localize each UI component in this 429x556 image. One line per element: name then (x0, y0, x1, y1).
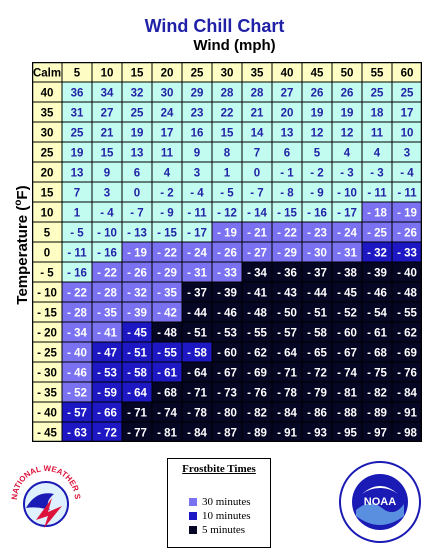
wind-chill-cell: 6 (133, 167, 141, 180)
wind-chill-cell: - 17 (337, 207, 357, 220)
frostbite-legend (167, 458, 271, 548)
chart-title: Wind Chill Chart (144, 16, 285, 36)
wind-chill-cell: - 46 (217, 307, 237, 320)
wind-chill-cell: 11 (160, 147, 174, 160)
wind-chill-cell: 9 (103, 167, 111, 180)
wind-chill-cell: - 10 (337, 187, 357, 200)
wind-chill-cell: - 82 (367, 387, 387, 400)
wind-chill-cell: 7 (73, 187, 81, 200)
wind-chill-cell: - 60 (337, 327, 357, 340)
wind-chill-cell: - 81 (337, 387, 357, 400)
wind-chill-cell: - 48 (247, 307, 267, 320)
wind-chill-cell: - 15 (277, 207, 297, 220)
wind-chill-cell: - 9 (160, 207, 174, 220)
corner-label: Calm (32, 67, 62, 80)
wind-chill-cell: 26 (310, 87, 324, 100)
wind-chill-cell: - 76 (397, 367, 417, 380)
wind-chill-cell: 21 (250, 107, 264, 120)
wind-chill-cell: - 71 (187, 387, 207, 400)
wind-chill-cell: - 84 (397, 387, 417, 400)
wind-chill-cell: - 21 (247, 227, 267, 240)
wind-header: 10 (100, 67, 114, 80)
wind-chill-cell: 26 (340, 87, 354, 100)
wind-chill-cell: 14 (250, 127, 264, 140)
wind-chill-cell: 25 (130, 107, 144, 120)
wind-chill-cell: - 81 (157, 427, 177, 440)
wind-header: 60 (400, 67, 414, 80)
wind-chill-cell: - 22 (97, 267, 117, 280)
wind-chill-cell: 24 (160, 107, 174, 120)
wind-chill-cell: 9 (193, 147, 201, 160)
wind-chill-cell: - 95 (337, 427, 357, 440)
wind-header: 40 (280, 67, 294, 80)
wind-chill-cell: - 55 (247, 327, 267, 340)
wind-chill-cell: - 53 (97, 367, 117, 380)
wind-chill-cell: - 39 (127, 307, 147, 320)
wind-chill-cell: - 86 (307, 407, 327, 420)
noaa-logo-text: NOAA (363, 496, 397, 508)
noaa-logo-icon (338, 458, 422, 546)
wind-chill-cell: - 61 (157, 367, 177, 380)
wind-chill-cell: 22 (220, 107, 234, 120)
swatch-30-minutes (189, 498, 197, 506)
wind-chill-cell: - 68 (367, 347, 387, 360)
wind-chill-cell: 25 (370, 87, 384, 100)
ylabel-main: Temperature ( (14, 205, 31, 305)
wind-chill-cell: 1 (73, 207, 81, 220)
wind-chill-cell: - 69 (397, 347, 417, 360)
wind-chill-cell: - 93 (307, 427, 327, 440)
wind-chill-cell: - 68 (157, 387, 177, 400)
wind-header: 50 (340, 67, 354, 80)
wind-chill-cell: - 72 (307, 367, 327, 380)
wind-chill-cell: - 16 (67, 267, 87, 280)
wind-chill-cell: - 22 (67, 287, 87, 300)
wind-chill-cell: 0 (133, 187, 141, 200)
temp-header: - 25 (37, 347, 57, 360)
wind-chill-cell: - 57 (277, 327, 297, 340)
wind-header: 25 (190, 67, 204, 80)
wind-chill-cell: 15 (100, 147, 114, 160)
wind-chill-cell: - 17 (187, 227, 207, 240)
wind-chill-cell: - 62 (247, 347, 267, 360)
wind-chill-cell: 32 (130, 87, 144, 100)
wind-chill-cell: - 13 (127, 227, 147, 240)
wind-chill-grid (32, 62, 422, 442)
wind-chill-cell: - 48 (157, 327, 177, 340)
wind-chill-cell: 0 (253, 167, 261, 180)
wind-chill-cell: - 54 (367, 307, 387, 320)
wind-chill-cell: 18 (370, 107, 384, 120)
wind-chill-cell: - 2 (160, 187, 174, 200)
wind-chill-cell: - 76 (247, 387, 267, 400)
wind-chill-cell: 31 (70, 107, 84, 120)
wind-chill-cell: - 74 (337, 367, 357, 380)
wind-chill-cell: 30 (160, 87, 174, 100)
nws-emblem (6, 458, 86, 548)
wind-chill-cell: - 64 (187, 367, 207, 380)
wind-chill-cell: - 30 (307, 247, 327, 260)
wind-chill-cell: - 33 (217, 267, 237, 280)
wind-chill-cell: 19 (70, 147, 84, 160)
wind-chill-cell: 17 (160, 127, 174, 140)
wind-chill-cell: 6 (283, 147, 291, 160)
wind-chill-cell: - 23 (307, 227, 327, 240)
wind-chill-cell: 12 (340, 127, 354, 140)
wind-chill-cell: - 58 (187, 347, 207, 360)
wind-chill-cell: 3 (103, 187, 111, 200)
wind-chill-cell: - 11 (397, 187, 417, 200)
wind-chill-cell: - 63 (67, 427, 87, 440)
wind-chill-cell: 5 (313, 147, 321, 160)
wind-header: 20 (160, 67, 174, 80)
wind-chill-cell: - 5 (220, 187, 234, 200)
temp-header: 25 (40, 147, 54, 160)
wind-chill-cell: - 71 (127, 407, 147, 420)
wind-chill-cell: - 28 (67, 307, 87, 320)
wind-chill-cell: - 8 (280, 187, 294, 200)
nws-logo-text: NATIONAL WEATHER S (9, 463, 83, 501)
wind-chill-cell: 28 (250, 87, 264, 100)
wind-chill-cell: - 19 (217, 227, 237, 240)
wind-chill-cell: - 57 (67, 407, 87, 420)
swatch-5-minutes (189, 526, 197, 534)
wind-chill-cell: - 25 (367, 227, 387, 240)
wind-chill-cell: - 34 (67, 327, 87, 340)
wind-header: 30 (220, 67, 234, 80)
temp-header: - 10 (37, 287, 57, 300)
wind-chill-cell: 16 (190, 127, 204, 140)
temp-header: 5 (43, 227, 51, 240)
wind-chill-cell: - 32 (127, 287, 147, 300)
temp-header: - 35 (37, 387, 57, 400)
wind-chill-cell: 34 (100, 87, 114, 100)
wind-chill-cell: - 31 (187, 267, 207, 280)
wind-chill-cell: - 26 (217, 247, 237, 260)
wind-chill-cell: 19 (310, 107, 324, 120)
wind-header: 55 (370, 67, 384, 80)
wind-chill-cell: 20 (280, 107, 294, 120)
wind-chill-cell: 8 (223, 147, 231, 160)
legend-item-30 (189, 496, 251, 508)
wind-chill-cell: 12 (310, 127, 324, 140)
temp-header: 10 (40, 207, 54, 220)
wind-chill-cell: - 91 (277, 427, 297, 440)
temp-header: - 15 (37, 307, 57, 320)
wind-chill-cell: - 32 (367, 247, 387, 260)
temperature-axis-label (13, 170, 33, 320)
wind-chill-cell: - 16 (307, 207, 327, 220)
wind-chill-cell: - 40 (67, 347, 87, 360)
wind-chill-cell: - 75 (367, 367, 387, 380)
wind-chill-cell: - 82 (247, 407, 267, 420)
temp-header: 15 (40, 187, 54, 200)
wind-chill-cell: - 60 (217, 347, 237, 360)
wind-chill-cell: 17 (400, 107, 414, 120)
wind-chill-cell: 11 (370, 127, 384, 140)
wind-chill-cell: - 65 (307, 347, 327, 360)
wind-chill-cell: 19 (130, 127, 144, 140)
wind-chill-cell: 4 (373, 147, 381, 160)
wind-chill-cell: - 5 (70, 227, 84, 240)
wind-chill-cell: 13 (280, 127, 294, 140)
wind-chill-cell: - 1 (280, 167, 294, 180)
wind-chill-cell: 27 (100, 107, 114, 120)
swatch-10-minutes (189, 512, 197, 520)
wind-chill-cell: 27 (280, 87, 294, 100)
wind-chill-cell: - 88 (337, 407, 357, 420)
wind-chill-cell: - 12 (217, 207, 237, 220)
wind-chill-cell: 7 (253, 147, 261, 160)
wind-chill-cell: - 31 (337, 247, 357, 260)
temp-header: - 45 (37, 427, 57, 440)
wind-chill-cell: - 97 (367, 427, 387, 440)
temp-header: 30 (40, 127, 54, 140)
wind-chill-cell: 10 (400, 127, 414, 140)
wind-chill-cell: 4 (343, 147, 351, 160)
wind-chill-cell: - 16 (97, 247, 117, 260)
ylabel-degree: o (13, 199, 24, 206)
wind-chill-cell: - 38 (337, 267, 357, 280)
wind-chill-cell: 13 (130, 147, 144, 160)
wind-chill-cell: - 98 (397, 427, 417, 440)
wind-chill-cell: - 66 (97, 407, 117, 420)
wind-chill-cell: - 27 (247, 247, 267, 260)
wind-chill-cell: - 44 (307, 287, 327, 300)
wind-chill-cell: - 58 (307, 327, 327, 340)
wind-chill-cell: - 33 (397, 247, 417, 260)
wind-header: 15 (130, 67, 144, 80)
wind-chill-cell: 13 (70, 167, 84, 180)
wind-chill-cell: - 45 (337, 287, 357, 300)
wind-chill-cell: - 22 (157, 247, 177, 260)
temp-header: 20 (40, 167, 54, 180)
wind-axis-label: Wind (mph) (193, 37, 276, 54)
temp-header: - 20 (37, 327, 57, 340)
wind-chill-cell: - 2 (310, 167, 324, 180)
wind-chill-cell: - 18 (367, 207, 387, 220)
wind-chill-cell: - 41 (97, 327, 117, 340)
wind-chill-cell: - 11 (187, 207, 207, 220)
wind-chill-cell: - 41 (247, 287, 267, 300)
wind-chill-cell: 25 (70, 127, 84, 140)
wind-chill-cell: - 24 (337, 227, 357, 240)
wind-chill-cell: - 35 (157, 287, 177, 300)
wind-chill-cell: 36 (70, 87, 84, 100)
wind-chill-cell: - 42 (157, 307, 177, 320)
legend-label-30: 30 minutes (202, 496, 251, 508)
wind-chill-cell: - 62 (397, 327, 417, 340)
wind-chill-cell: - 52 (67, 387, 87, 400)
wind-chill-table (32, 62, 422, 442)
wind-chill-cell: - 10 (97, 227, 117, 240)
wind-chill-cell: - 55 (397, 307, 417, 320)
wind-chill-cell: 15 (220, 127, 234, 140)
wind-chill-cell: - 78 (277, 387, 297, 400)
wind-chill-cell: - 4 (400, 167, 414, 180)
wind-chill-cell: - 28 (97, 287, 117, 300)
wind-chill-cell: - 47 (97, 347, 117, 360)
wind-chill-cell: - 89 (247, 427, 267, 440)
wind-chill-cell: - 3 (370, 167, 384, 180)
wind-chill-cell: - 84 (277, 407, 297, 420)
wind-chill-cell: 3 (403, 147, 411, 160)
temp-header: - 5 (40, 267, 54, 280)
wind-chill-cell: - 51 (187, 327, 207, 340)
wind-chill-cell: - 46 (67, 367, 87, 380)
wind-chill-cell: - 15 (157, 227, 177, 240)
wind-chill-cell: - 37 (307, 267, 327, 280)
wind-chill-cell: - 78 (187, 407, 207, 420)
wind-chill-cell: - 11 (67, 247, 87, 260)
wind-chill-cell: 21 (100, 127, 114, 140)
wind-chill-cell: - 84 (187, 427, 207, 440)
legend-title: Frostbite Times (182, 463, 256, 475)
wind-chill-cell: - 71 (277, 367, 297, 380)
wind-chill-cell: - 64 (127, 387, 147, 400)
wind-chill-cell: - 89 (367, 407, 387, 420)
wind-chill-cell: - 46 (367, 287, 387, 300)
wind-chill-cell: - 40 (397, 267, 417, 280)
wind-chill-cell: - 79 (307, 387, 327, 400)
wind-chill-cell: - 77 (127, 427, 147, 440)
legend-label-10: 10 minutes (202, 510, 251, 522)
wind-header: 45 (310, 67, 324, 80)
wind-chill-cell: - 22 (277, 227, 297, 240)
temp-header: 35 (40, 107, 54, 120)
wind-chill-cell: - 43 (277, 287, 297, 300)
noaa-emblem (338, 458, 422, 546)
wind-header: 35 (250, 67, 264, 80)
nws-logo-icon (6, 458, 86, 548)
legend-label-5: 5 minutes (202, 524, 246, 536)
wind-chill-cell: - 29 (277, 247, 297, 260)
temp-header: - 40 (37, 407, 57, 420)
wind-chill-cell: - 67 (217, 367, 237, 380)
wind-chill-cell: 3 (193, 167, 201, 180)
wind-chill-cell: - 80 (217, 407, 237, 420)
wind-chill-cell: 25 (400, 87, 414, 100)
wind-chill-cell: - 35 (97, 307, 117, 320)
wind-chill-cell: - 14 (247, 207, 267, 220)
wind-chill-cell: - 69 (247, 367, 267, 380)
temp-header: 0 (43, 247, 51, 260)
wind-chill-cell: - 51 (307, 307, 327, 320)
wind-chill-cell: - 55 (157, 347, 177, 360)
wind-chill-cell: - 91 (397, 407, 417, 420)
wind-chill-cell: - 9 (310, 187, 324, 200)
wind-chill-cell: - 61 (367, 327, 387, 340)
wind-chill-cell: - 11 (367, 187, 387, 200)
wind-chill-cell: - 24 (187, 247, 207, 260)
wind-chill-cell: - 39 (367, 267, 387, 280)
wind-chill-cell: - 37 (187, 287, 207, 300)
wind-chill-cell: - 53 (217, 327, 237, 340)
wind-chill-cell: - 19 (127, 247, 147, 260)
wind-chill-cell: - 34 (247, 267, 267, 280)
temp-header: - 30 (37, 367, 57, 380)
wind-chill-cell: - 73 (217, 387, 237, 400)
wind-chill-cell: - 26 (127, 267, 147, 280)
temp-header: 40 (40, 87, 54, 100)
wind-chill-cell: - 3 (340, 167, 354, 180)
wind-chill-cell: - 52 (337, 307, 357, 320)
wind-chill-cell: - 36 (277, 267, 297, 280)
wind-chill-cell: - 51 (127, 347, 147, 360)
wind-chill-cell: 29 (190, 87, 204, 100)
wind-chill-cell: - 72 (97, 427, 117, 440)
wind-header: 5 (73, 67, 81, 80)
wind-chill-cell: - 19 (397, 207, 417, 220)
wind-chill-cell: - 59 (97, 387, 117, 400)
wind-chill-cell: - 26 (397, 227, 417, 240)
wind-chill-cell: 4 (163, 167, 171, 180)
wind-chill-cell: 19 (340, 107, 354, 120)
wind-chill-cell: - 48 (397, 287, 417, 300)
wind-chill-cell: 23 (190, 107, 204, 120)
wind-chill-cell: - 74 (157, 407, 177, 420)
wind-chill-cell: - 4 (190, 187, 204, 200)
wind-chill-cell: - 29 (157, 267, 177, 280)
wind-chill-cell: - 50 (277, 307, 297, 320)
wind-chill-cell: - 7 (250, 187, 264, 200)
ylabel-unit: F) (14, 185, 31, 200)
wind-chill-cell: 1 (223, 167, 231, 180)
wind-chill-cell: - 39 (217, 287, 237, 300)
wind-chill-cell: - 58 (127, 367, 147, 380)
wind-chill-cell: - 64 (277, 347, 297, 360)
wind-chill-cell: - 4 (100, 207, 114, 220)
legend-item-10 (189, 510, 251, 522)
legend-item-5 (189, 524, 245, 536)
wind-chill-cell: - 7 (130, 207, 144, 220)
wind-chill-cell: - 45 (127, 327, 147, 340)
wind-chill-cell: - 67 (337, 347, 357, 360)
wind-chill-cell: - 87 (217, 427, 237, 440)
wind-chill-cell: - 44 (187, 307, 207, 320)
wind-chill-cell: 28 (220, 87, 234, 100)
